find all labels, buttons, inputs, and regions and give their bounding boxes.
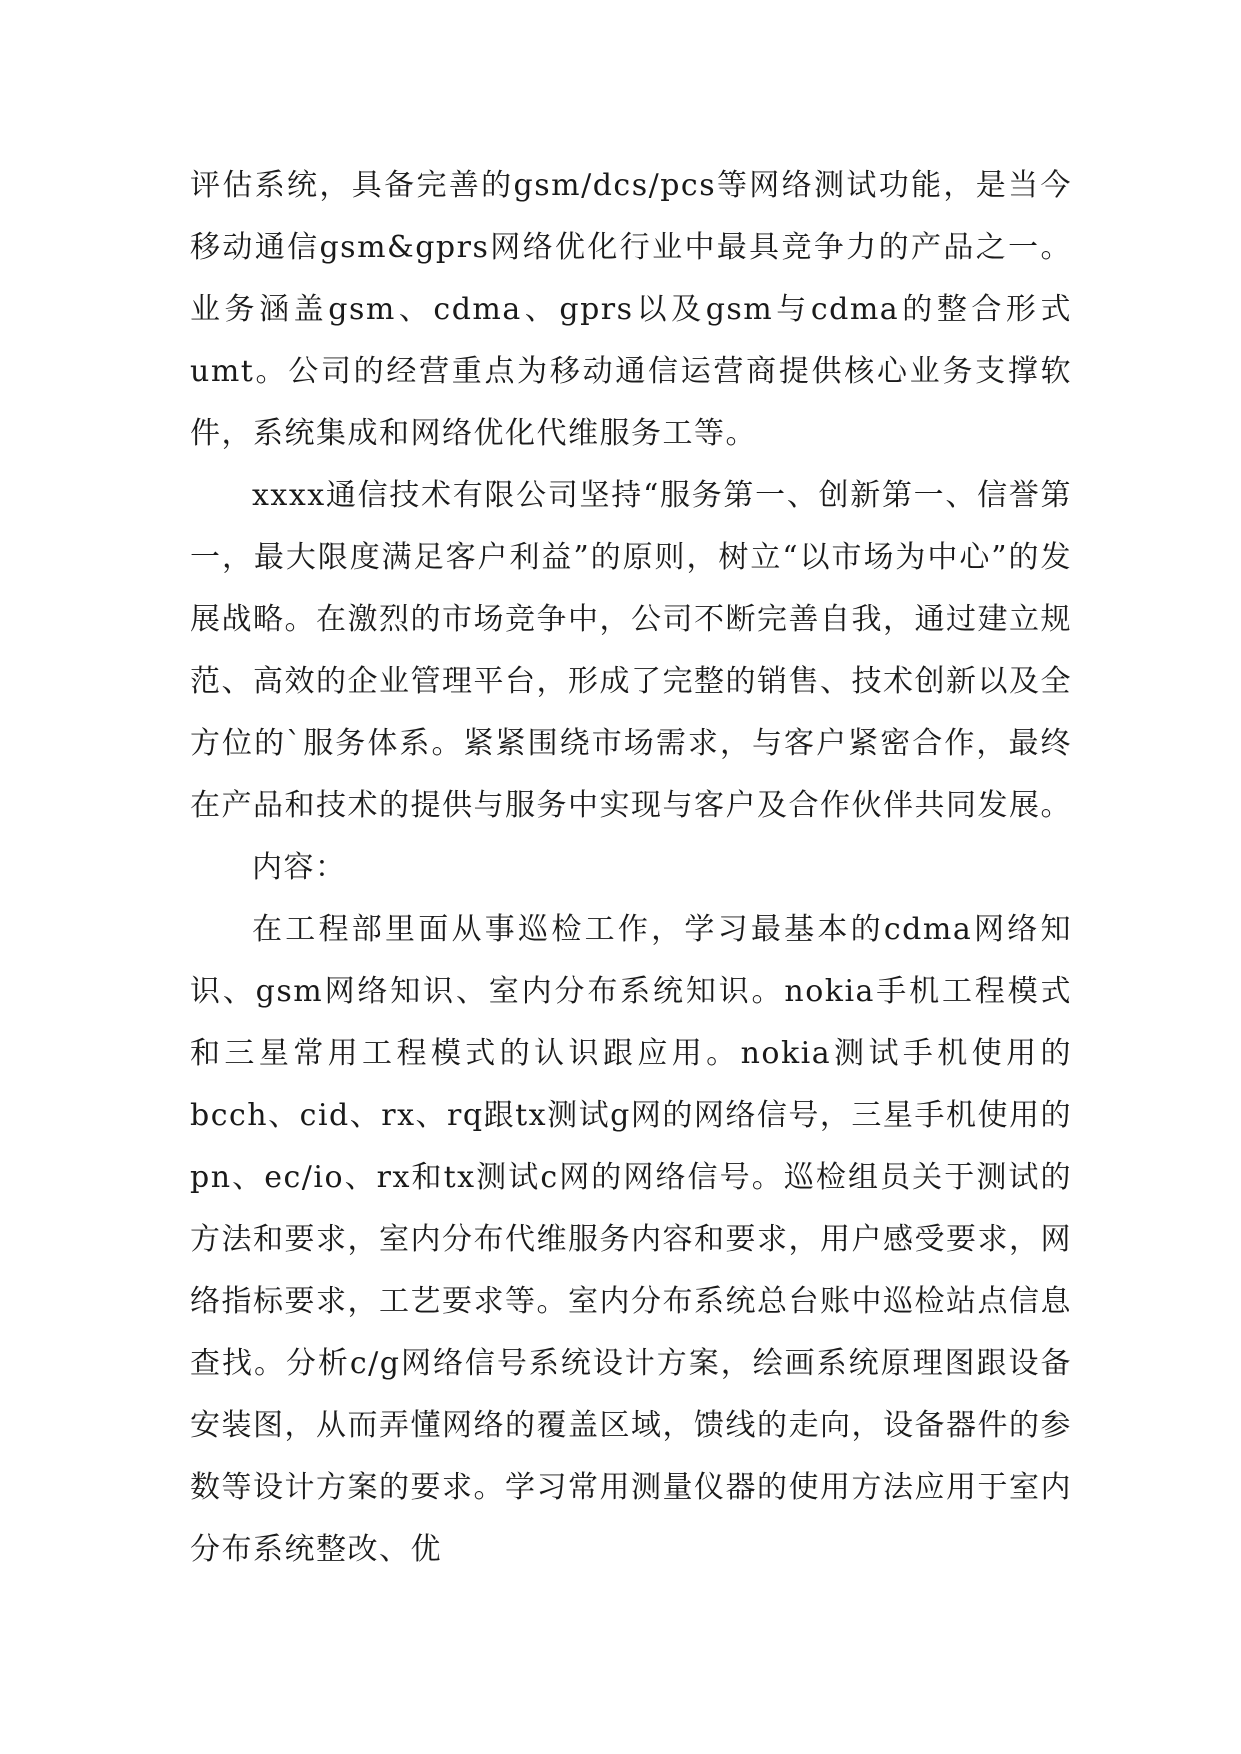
section-heading-content: 内容：: [252, 850, 347, 885]
paragraph-company-system: 评估系统，具备完善的gsm/dcs/pcs等网络测试功能，是当今移动通信gsm&gprs网络优化行业中最具竞争力的产品之一。业务涵盖gsm、cdma、gprs以及gsm与cdma的整合形式umt。公司的经营重点为移动通信运营商提供核心业务支撑软件，系统集成和网络优化代维服务工等。: [190, 168, 1072, 451]
paragraph-work-content: 在工程部里面从事巡检工作，学习最基本的cdma网络知识、gsm网络知识、室内分布系统知识。nokia手机工程模式和三星常用工程模式的认识跟应用。nokia测试手机使用的bcch、cid、rx、rq跟tx测试g网的网络信号，三星手机使用的pn、ec/io、rx和tx测试c网的网络信号。巡检组员关于测试的方法和要求，室内分布代维服务内容和要求，用户感受要求，网络指标要求，工艺要求等。室内分布系统总台账中巡检站点信息查找。分析c/g网络信号系统设计方案，绘画系统原理图跟设备安装图，从而弄懂网络的覆盖区域，馈线的走向，设备器件的参数等设计方案的要求。学习常用测量仪器的使用方法应用于室内分布系统整改、优: [190, 912, 1072, 1567]
document-page: [190, 155, 1072, 1581]
paragraph-company-principles: xxxx通信技术有限公司坚持“服务第一、创新第一、信誉第一，最大限度满足客户利益”的原则，树立“以市场为中心”的发展战略。在激烈的市场竞争中，公司不断完善自我，通过建立规范、高效的企业管理平台，形成了完整的销售、技术创新以及全方位的`服务体系。紧紧围绕市场需求，与客户紧密合作，最终在产品和技术的提供与服务中实现与客户及合作伙伴共同发展。: [190, 478, 1072, 823]
